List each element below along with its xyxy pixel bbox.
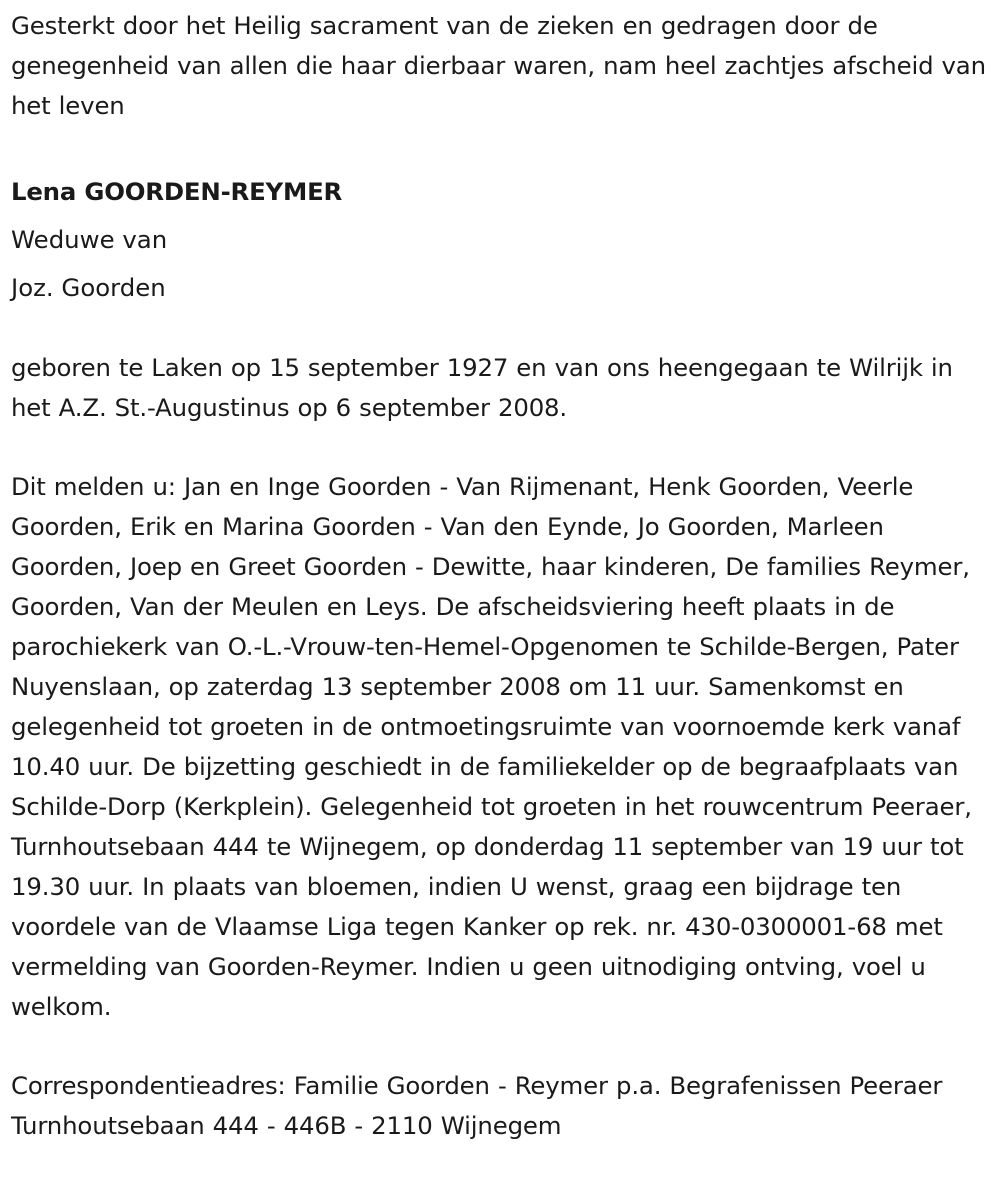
obituary-notice — [11, 0, 993, 1146]
deceased-name: Lena GOORDEN-REYMER — [11, 177, 343, 206]
widow-label: Weduwe van — [11, 225, 168, 254]
spouse-name: Joz. Goorden — [11, 273, 166, 302]
birth-death-paragraph: geboren te Laken op 15 september 1927 en van ons heengegaan te Wilrijk in het A.Z. St.-Augustinus op 6 september 2008. — [11, 353, 953, 422]
announcement-paragraph: Dit melden u: Jan en Inge Goorden - Van Rijmenant, Henk Goorden, Veerle Goorden, Erik en Marina Goorden - Van den Eynde, Jo Goorden, Marleen Goorden, Joep en Greet Goorden - Dewitte, haar kinderen, De families Reymer, Goorden, Van der Meulen en Leys. De afscheidsviering heeft plaats in de parochiekerk van O.-L.-Vrouw-ten-Hemel-Opgenomen te Schilde-Bergen, Pater Nuyenslaan, op zaterdag 13 september 2008 om 11 uur. Samenkomst en gelegenheid tot groeten in de ontmoetingsruimte van voornoemde kerk vanaf 10.40 uur. De bijzetting geschiedt in de familiekelder op de begraafplaats van Schilde-Dorp (Kerkplein). Gelegenheid tot groeten in het rouwcentrum Peeraer, Turnhoutsebaan 444 te Wijnegem, op donderdag 11 september van 19 uur tot 19.30 uur. In plaats van bloemen, indien U wenst, graag een bijdrage ten voordele van de Vlaamse Liga tegen Kanker op rek. nr. 430-0300001-68 met vermelding van Goorden-Reymer. Indien u geen uitnodiging ontving, voel u welkom. — [11, 472, 972, 1021]
correspondence-address: Correspondentieadres: Familie Goorden - Reymer p.a. Begrafenissen Peeraer Turnhoutsebaan 444 - 446B - 2110 Wijnegem — [11, 1071, 943, 1140]
intro-paragraph: Gesterkt door het Heilig sacrament van de zieken en gedragen door de genegenheid van allen die haar dierbaar waren, nam heel zachtjes afscheid van het leven — [11, 11, 986, 120]
